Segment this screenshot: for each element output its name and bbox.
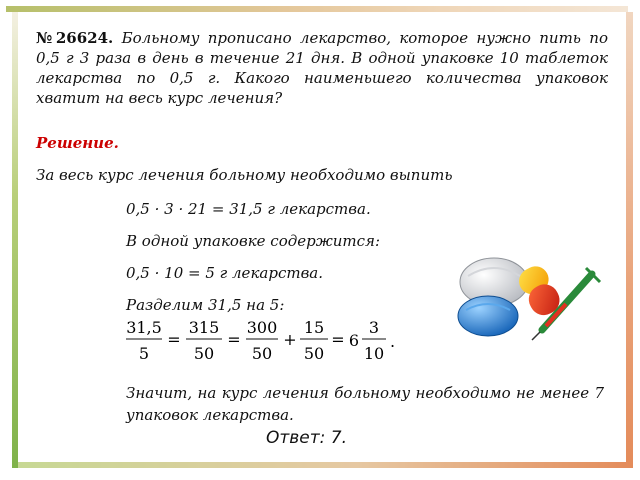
solution-line-4: Разделим 31,5 на 5:: [126, 296, 285, 314]
blue-tablet: [458, 296, 518, 336]
problem-statement: [36, 28, 608, 108]
equals-sign-2: =: [227, 330, 241, 349]
solution-line-2: В одной упаковке содержится:: [126, 232, 381, 250]
fraction-2-numerator: 315: [188, 318, 220, 337]
division-formula: [124, 316, 424, 366]
equals-sign-3: =: [331, 330, 345, 349]
fraction-1-denominator: 5: [138, 344, 150, 363]
solution-line-3: 0,5 · 10 = 5 г лекарства.: [126, 264, 324, 282]
formula-end-dot: .: [390, 332, 396, 351]
fraction-2-denominator: 50: [193, 344, 215, 363]
solution-title: Решение.: [36, 134, 119, 152]
frame-top-border: [6, 6, 628, 12]
solution-conclusion: Значит, на курс лечения больному необходимо не менее 7 упаковок лекарства.: [126, 384, 604, 424]
frame-bottom-border: [18, 462, 633, 468]
fraction-1-numerator: 31,5: [126, 318, 162, 337]
fraction-3-denominator: 50: [251, 344, 273, 363]
solution-intro: За весь курс лечения больному необходимо выпить: [36, 166, 453, 184]
pills-and-syringe-illustration: [454, 252, 604, 342]
fraction-5-numerator: 3: [368, 318, 380, 337]
problem-number: №26624.: [36, 29, 114, 47]
equals-sign-1: =: [167, 330, 181, 349]
fraction-4-denominator: 50: [303, 344, 325, 363]
mixed-number-whole: 6: [348, 331, 360, 350]
syringe-needle: [532, 332, 540, 340]
frame-left-border: [12, 12, 18, 468]
problem-text: Больному прописано лекарство, которое нужно пить по 0,5 г 3 раза в день в течение 21 дня. В одной упаковке 10 таблеток лекарства по 0,5 г. Какого наименьшего количества упаковок хватит на весь курс лечения?: [36, 29, 608, 107]
final-answer: Ответ: 7.: [266, 428, 348, 448]
fraction-4-numerator: 15: [303, 318, 325, 337]
solution-line-1: 0,5 · 3 · 21 = 31,5 г лекарства.: [126, 200, 371, 218]
frame-right-border: [626, 12, 633, 468]
fraction-5-denominator: 10: [363, 344, 385, 363]
fraction-3-numerator: 300: [246, 318, 278, 337]
plus-sign: +: [283, 330, 297, 349]
